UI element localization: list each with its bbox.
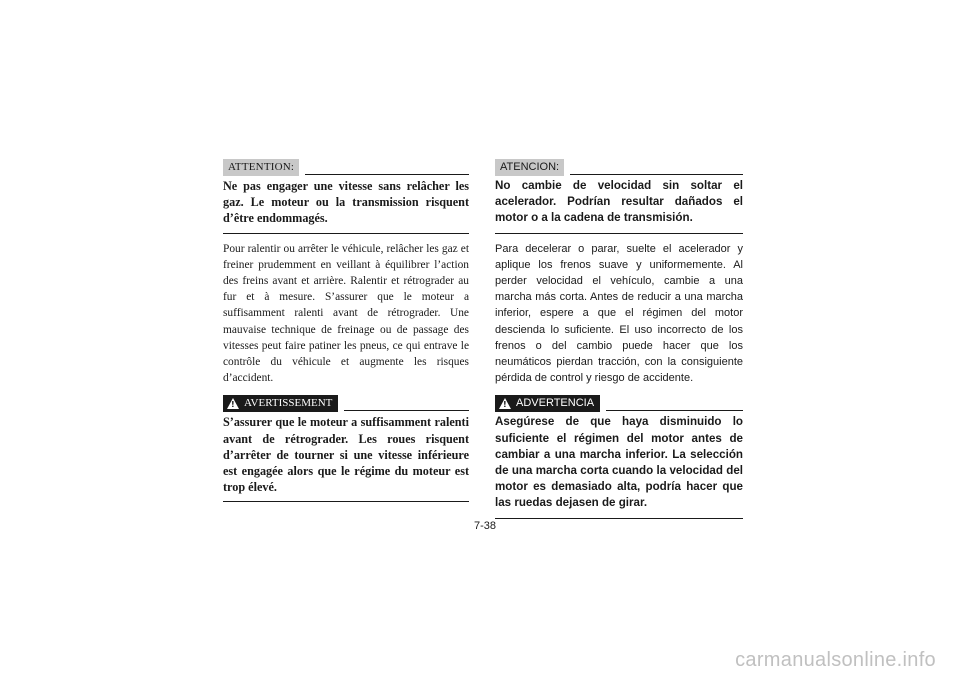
warning-badge-es <box>495 395 600 412</box>
spanish-column <box>495 156 743 519</box>
watermark: carmanualsonline.info <box>735 649 936 671</box>
divider <box>495 518 743 519</box>
body-text-es: Para decelerar o parar, suelte el acelerador y aplique los frenos suave y uniformemente. Al perder velocidad el vehículo, cambie a una marcha más corta. Antes de reducir a una marcha inferior, espere a que el régimen del motor descienda lo suficiente. El uso incorrecto de los frenos o del cambio puede hacer que los neumáticos pierdan tracción, con la consiguiente pérdida de control y riesgo de accidente. <box>495 242 743 385</box>
divider <box>344 410 469 411</box>
warning-badge-fr <box>223 395 338 412</box>
warning-header-fr <box>223 392 469 412</box>
divider <box>495 233 743 234</box>
attention-text-es: No cambie de velocidad sin soltar el acelerador. Podrían resultar dañados el motor o a la cadena de transmisión. <box>495 179 743 225</box>
attention-header-fr <box>223 156 469 176</box>
divider <box>570 174 743 175</box>
attention-label-fr: ATTENTION: <box>223 159 299 176</box>
warning-label-es: ADVERTENCIA <box>516 397 595 410</box>
divider <box>606 410 743 411</box>
page-number: 7-38 <box>473 520 497 532</box>
attention-label-es: ATENCION: <box>495 159 564 176</box>
attention-header-es <box>495 156 743 176</box>
body-text-fr: Pour ralentir ou arrêter le véhicule, relâcher les gaz et freiner prudemment en veillant à équilibrer l’action des freins avant et arrière. Ralentir et rétrograder au fur et à mesure. S’assurer que le moteur a suffisamment ralenti avant de rétrograder. Une mauvaise technique de freinage ou de passage des vitesses peut faire patiner les pneus, ce qui entrave le contrôle du véhicule et augmente les risques d’accident. <box>223 242 469 385</box>
divider <box>223 501 469 502</box>
warning-text-es: Asegúrese de que haya disminuido lo suficiente el régimen del motor antes de cambiar a una marcha inferior. La selección de una marcha corta cuando la velocidad del motor es demasiado alta, podría hacer que las ruedas dejasen de girar. <box>495 415 743 510</box>
warning-triangle-icon: ! <box>227 398 239 409</box>
warning-text-fr: S’assurer que le moteur a suffisamment ralenti avant de rétrograder. Les roues risquent d’arrêter de tourner si une vitesse inférieure est engagée alors que le régime du moteur est trop élevé. <box>223 415 469 495</box>
warning-label-fr: AVERTISSEMENT <box>244 397 333 410</box>
divider <box>305 174 469 175</box>
french-column <box>223 156 469 502</box>
attention-text-fr: Ne pas engager une vitesse sans relâcher les gaz. Le moteur ou la transmission risquent d’être endommagés. <box>223 179 469 226</box>
warning-header-es <box>495 392 743 412</box>
divider <box>223 233 469 234</box>
warning-triangle-icon: ! <box>499 398 511 409</box>
